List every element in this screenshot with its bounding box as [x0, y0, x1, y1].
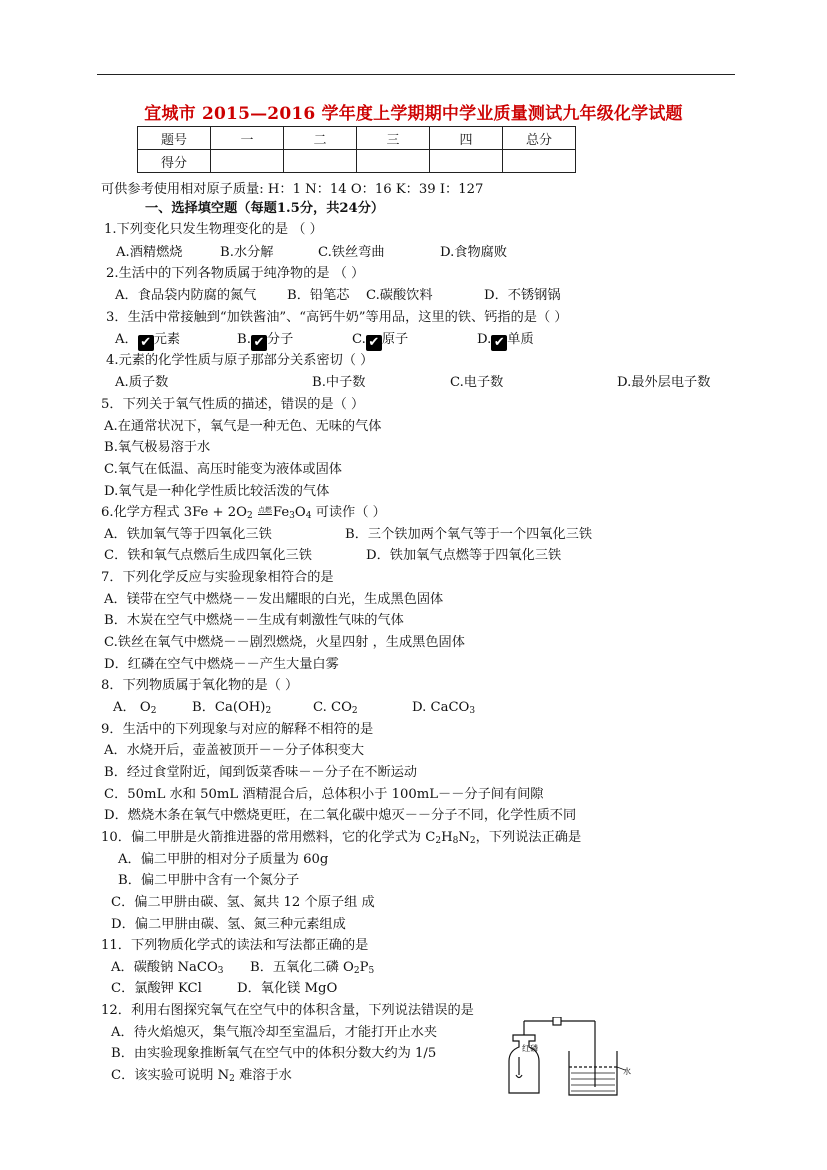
combustion-spoon [516, 1075, 522, 1078]
q9-option-b: B．经过食堂附近，闻到饭菜香味－－分子在不断运动 [104, 765, 418, 780]
score-cell[interactable] [430, 150, 503, 173]
q1-option-c: C.铁丝弯曲 [318, 245, 385, 260]
q11-option-d: D．氧化镁 MgO [237, 981, 338, 996]
subscript: 2 [469, 836, 476, 846]
subscript: 4 [305, 511, 312, 521]
q3-option-b-letter: B. [237, 332, 251, 347]
subscript: 5 [368, 966, 375, 976]
atomic-mass-note: 可供参考使用相对原子质量: H：1 N：14 O：16 K：39 I：127 [101, 182, 484, 197]
score-header-cell: 题号 [138, 127, 211, 150]
q6-option-b: B．三个铁加两个氧气等于一个四氧化三铁 [345, 527, 593, 542]
question-2-stem: 2.生活中的下列各物质属于纯净物的是 （ ） [106, 266, 365, 281]
q10-option-c: C．偏二甲肼由碳、氢、氮共 12 个原子组 成 [111, 895, 375, 910]
score-header-cell: 一 [211, 127, 284, 150]
clamp [553, 1017, 561, 1025]
q3-option-a-text: 元素 [153, 332, 181, 347]
q6-equation-right: O [294, 505, 306, 520]
exam-title: 宜城市 2015—2016 学年度上学期期中学业质量测试九年级化学试题 [144, 104, 683, 124]
q8-option-b-text: B．Ca(OH) [192, 700, 266, 715]
question-5-stem: 5．下列关于氧气性质的描述，错误的是（ ） [101, 397, 365, 412]
subscript: 2 [150, 706, 157, 716]
label-red-phosphorus: 红磷 [522, 1044, 538, 1053]
q8-option-a-text: A． O [113, 700, 151, 715]
score-table [137, 126, 576, 173]
q2-option-d: D．不锈钢锅 [484, 288, 561, 303]
question-12-stem: 12．利用右图探究氧气在空气中的体积含量，下列说法错误的是 [101, 1003, 474, 1018]
q5-option-a: A.在通常状况下，氧气是一种无色、无味的气体 [104, 419, 382, 434]
subscript: 3 [469, 706, 476, 716]
q4-option-a: A.质子数 [115, 375, 169, 390]
subscript: 2 [351, 706, 358, 716]
q6-option-c: C．铁和氧气点燃后生成四氧化三铁 [104, 548, 312, 563]
checkmark-icon: ✔ [138, 335, 154, 351]
q3-option-b-text: 分子 [266, 332, 294, 347]
q4-option-d: D.最外层电子数 [617, 375, 711, 390]
subscript: 3 [289, 511, 295, 521]
subscript: 2 [435, 836, 442, 846]
subscript: 2 [353, 966, 360, 976]
question-1-stem: 1.下列变化只发生物理变化的是 （ ） [104, 222, 323, 237]
q10-formula-part: H [441, 830, 453, 845]
q3-option-d [477, 331, 534, 351]
score-table-header-row [138, 127, 576, 150]
q6-equation-left: 6.化学方程式 3Fe + 2O [101, 505, 247, 520]
q12-option-c-text: 难溶于水 [234, 1068, 292, 1083]
subscript: 2 [265, 706, 272, 716]
score-row-label: 得分 [138, 150, 211, 173]
q6-option-d: D．铁加氧气点燃等于四氧化三铁 [366, 548, 562, 563]
subscript: 2 [229, 1074, 235, 1084]
q12-option-b: B．由实验现象推断氧气在空气中的体积分数大约为 1/5 [111, 1046, 437, 1061]
score-header-cell: 总分 [503, 127, 576, 150]
reaction-condition: 点燃 [257, 506, 272, 514]
q10-stem-tail: ，下列说法正确是 [475, 830, 582, 845]
apparatus-figure [505, 1017, 635, 1099]
question-9-stem: 9．生活中的下列现象与对应的解释不相符的是 [101, 722, 374, 737]
q8-option-b [192, 699, 271, 717]
q11-option-b-text: P [359, 960, 369, 975]
q9-option-a: A．水烧开后，壶盖被顶开－－分子体积变大 [104, 743, 365, 758]
q12-option-a: A．待火焰熄灭，集气瓶冷却至室温后，才能打开止水夹 [111, 1025, 438, 1040]
q10-stem-text: 10．偏二甲肼是火箭推进器的常用燃料，它的化学式为 C [101, 830, 436, 845]
q6-option-a: A．铁加氧气等于四氧化三铁 [104, 527, 272, 542]
q10-formula-part: N [458, 830, 470, 845]
checkmark-icon: ✔ [251, 335, 267, 351]
section-heading: 一、选择填空题（每题1.5分，共24分） [145, 201, 385, 216]
q4-option-c: C.电子数 [450, 375, 504, 390]
q11-option-a-text: A．碳酸钠 NaCO [111, 960, 218, 975]
q10-option-b: B．偏二甲肼中含有一个氮分子 [118, 873, 300, 888]
subscript: 2 [246, 511, 253, 521]
q9-option-d: D．燃烧木条在氧气中燃烧更旺，在二氧化碳中熄灭－－分子不同，化学性质不同 [104, 808, 577, 823]
subscript: 8 [452, 836, 459, 846]
score-header-cell: 四 [430, 127, 503, 150]
q7-option-c: C.铁丝在氧气中燃烧－－剧烈燃烧，火星四射 ，生成黑色固体 [104, 635, 465, 650]
q1-option-b: B.水分解 [220, 245, 274, 260]
q5-option-b: B.氧气极易溶于水 [104, 440, 211, 455]
q3-option-c-text: 原子 [381, 332, 409, 347]
q3-option-a [115, 331, 180, 351]
q11-option-a [111, 959, 224, 977]
q8-option-d [412, 699, 475, 717]
q3-option-d-text: 单质 [507, 332, 534, 347]
score-header-cell: 三 [357, 127, 430, 150]
q2-option-a: A．食品袋内防腐的氮气 [115, 288, 257, 303]
q11-option-b [250, 959, 374, 977]
q8-option-c-text: C. CO [313, 700, 352, 715]
q7-option-a: A．镁带在空气中燃烧－－发出耀眼的白光，生成黑色固体 [104, 592, 444, 607]
q2-option-c: C.碳酸饮料 [366, 288, 433, 303]
q10-option-a: A．偏二甲肼的相对分子质量为 60g [118, 852, 329, 867]
question-7-stem: 7．下列化学反应与实验现象相符合的是 [101, 570, 334, 585]
score-cell[interactable] [284, 150, 357, 173]
label-water: 水 [623, 1067, 631, 1076]
q2-option-b: B．铅笔芯 [287, 288, 350, 303]
q3-option-c [352, 331, 408, 351]
score-cell[interactable] [503, 150, 576, 173]
score-cell[interactable] [357, 150, 430, 173]
question-11-stem: 11．下列物质化学式的读法和写法都正确的是 [101, 938, 369, 953]
question-3-stem: 3．生活中常接触到“加铁酱油”、“高钙牛奶”等用品，这里的铁、钙指的是（ ） [106, 310, 568, 325]
q8-option-a [113, 699, 156, 717]
q3-option-b [237, 331, 293, 351]
question-8-stem: 8．下列物质属于氧化物的是（ ） [101, 678, 299, 693]
score-table-score-row [138, 150, 576, 173]
question-4-stem: 4.元素的化学性质与原子那部分关系密切（ ） [106, 353, 374, 368]
q3-option-d-letter: D. [477, 332, 492, 347]
q11-option-b-text: B．五氧化二磷 O [250, 960, 354, 975]
checkmark-icon: ✔ [491, 335, 507, 351]
q5-option-d: D.氧气是一种化学性质比较活泼的气体 [104, 484, 330, 499]
question-6-stem [101, 504, 386, 522]
q6-stem-tail: 可读作（ ） [315, 505, 386, 520]
subscript: 3 [217, 966, 224, 976]
score-header-cell: 二 [284, 127, 357, 150]
q8-option-d-text: D. CaCO [412, 700, 470, 715]
q3-option-a-letter: A． [115, 332, 138, 347]
q11-option-c: C．氯酸钾 KCl [111, 981, 202, 996]
top-rule [97, 74, 735, 75]
q10-option-d: D．偏二甲肼由碳、氢、氮三种元素组成 [111, 917, 346, 932]
q7-option-d: D．红磷在空气中燃烧－－产生大量白雾 [104, 657, 339, 672]
q12-option-c [111, 1067, 292, 1085]
q5-option-c: C.氧气在低温、高压时能变为液体或固体 [104, 462, 342, 477]
q4-option-b: B.中子数 [312, 375, 366, 390]
q9-option-c: C．50mL 水和 50mL 酒精混合后，总体积小于 100mL－－分子间有间隙 [104, 787, 544, 802]
question-10-stem [101, 829, 581, 847]
q6-equation-right: Fe [272, 505, 290, 520]
q8-option-c [313, 699, 358, 717]
q3-option-c-letter: C. [352, 332, 366, 347]
q1-option-a: A.酒精燃烧 [116, 245, 183, 260]
q1-option-d: D.食物腐败 [440, 245, 508, 260]
checkmark-icon: ✔ [366, 335, 382, 351]
q12-option-c-text: C．该实验可说明 N [111, 1068, 230, 1083]
score-cell[interactable] [211, 150, 284, 173]
q7-option-b: B．木炭在空气中燃烧－－生成有刺激性气味的气体 [104, 613, 404, 628]
